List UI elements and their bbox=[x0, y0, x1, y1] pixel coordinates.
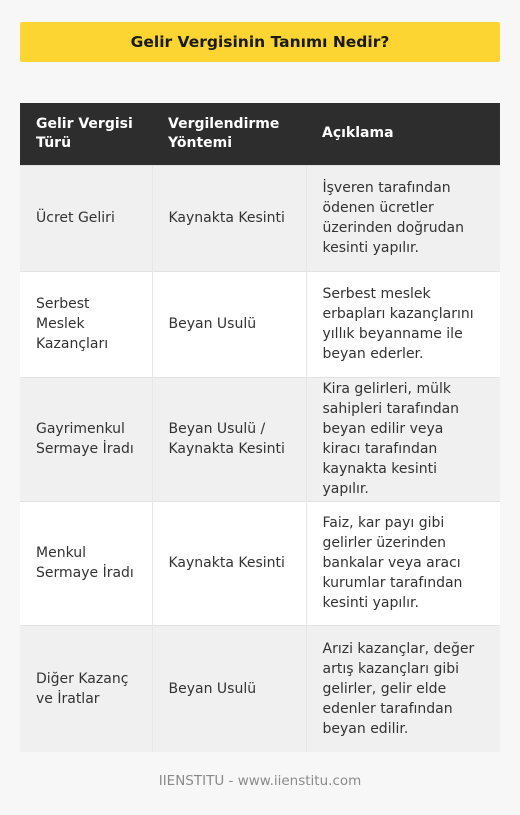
cell-description: Kira gelirleri, mülk sahipleri tarafından beyan edilir veya kiracı tarafından kaynakta kesinti yapılır. bbox=[306, 377, 500, 501]
tax-types-table bbox=[20, 103, 500, 752]
table-header-row bbox=[20, 103, 500, 165]
cell-taxation-method: Kaynakta Kesinti bbox=[152, 501, 306, 625]
cell-taxation-method: Beyan Usulü bbox=[152, 271, 306, 377]
cell-taxation-method: Beyan Usulü / Kaynakta Kesinti bbox=[152, 377, 306, 501]
cell-description: İşveren tarafından ödenen ücretler üzerinden doğrudan kesinti yapılır. bbox=[306, 165, 500, 271]
footer-credit: IIENSTITU - www.iienstitu.com bbox=[158, 773, 362, 789]
header-description: Açıklama bbox=[306, 103, 500, 165]
cell-description: Serbest meslek erbapları kazançlarını yıllık beyanname ile beyan ederler. bbox=[306, 271, 500, 377]
header-tax-type: Gelir Vergisi Türü bbox=[20, 103, 152, 165]
header-taxation-method: Vergilendirme Yöntemi bbox=[152, 103, 306, 165]
page-title: Gelir Vergisinin Tanımı Nedir? bbox=[20, 22, 500, 62]
cell-description: Arızi kazançlar, değer artış kazançları gibi gelirler, gelir elde edenler tarafından beyan edilir. bbox=[306, 625, 500, 752]
cell-tax-type: Serbest Meslek Kazançları bbox=[20, 271, 152, 377]
cell-tax-type: Diğer Kazanç ve İratlar bbox=[20, 625, 152, 752]
cell-taxation-method: Kaynakta Kesinti bbox=[152, 165, 306, 271]
cell-taxation-method: Beyan Usulü bbox=[152, 625, 306, 752]
table-row bbox=[20, 165, 500, 271]
cell-tax-type: Gayrimenkul Sermaye İradı bbox=[20, 377, 152, 501]
cell-description: Faiz, kar payı gibi gelirler üzerinden bankalar veya aracı kurumlar tarafından kesinti yapılır. bbox=[306, 501, 500, 625]
cell-tax-type: Ücret Geliri bbox=[20, 165, 152, 271]
table-body bbox=[20, 165, 500, 752]
table-row bbox=[20, 271, 500, 377]
table-row bbox=[20, 501, 500, 625]
table-row bbox=[20, 625, 500, 752]
table-header bbox=[20, 103, 500, 165]
table-row bbox=[20, 377, 500, 501]
cell-tax-type: Menkul Sermaye İradı bbox=[20, 501, 152, 625]
